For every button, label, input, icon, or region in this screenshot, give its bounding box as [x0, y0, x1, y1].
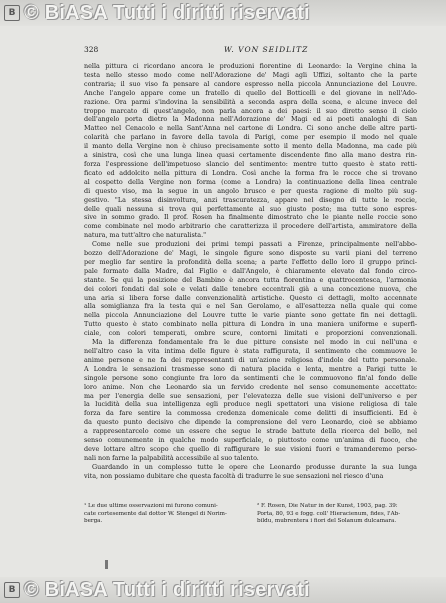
text-line: nali non farne la palpabilità accessibile al suo talento.: [84, 453, 259, 462]
text-line: vita, non possiamo dubitare che questa facoltà di tradurre le sue sensazioni nel riesco d'una: [84, 471, 384, 480]
text-line: loro anime. Non che Leonardo sia un fervido credente nel senso comunemente accettato:: [84, 382, 417, 391]
text-line: deve lottare altro scopo che quello di raffigurare le sue visioni fuori e tramanderemo perso-: [84, 444, 417, 453]
footnote-line: berga.: [84, 518, 103, 525]
biasa-logo-icon: B: [4, 5, 20, 21]
footnote-right: [257, 503, 417, 526]
footnote-line: ² F. Rosen, Die Natur in der Kunst, 1903, pag. 39:: [257, 503, 398, 509]
text-line: senso comunemente in qualche modo superficiale, o piuttosto come un'anima di fuoco, che: [84, 436, 417, 445]
text-line: pale formato dalla Madre, dal Figlio e dall'Angelo, è chiaramente elevato dal fondo circo-: [84, 266, 417, 275]
body-text: [84, 62, 417, 481]
text-line: da questo punto decisivo che dipende la comprensione del vero Leonardo, cioè se abbiamo: [84, 418, 417, 427]
text-line: dei colori fondati dal sole e velati dalle tenebre eccentrali già a una concezione nuova, che: [84, 284, 417, 293]
text-line: Ma la differenza fondamentale fra le due pitture consiste nel modo in cui nell'una e: [92, 338, 417, 347]
text-line: delle quali nessuna si trova qui perfettamente al suo giusto posto; ma tutte sono espres-: [84, 204, 417, 213]
text-line: colarità che parlano in favore della tavola di Parigi, come per esempio il modo nel quale: [84, 133, 417, 142]
text-line: sive in sommo grado. Il prof. Rosen ha finalmente dimostrato che le piante nelle roccie sono: [84, 213, 417, 222]
footnote-line: ¹ Le due ultime osservazioni mi furono comuni-: [84, 503, 218, 509]
watermark-text-bottom: © BiASA Tutti i diritti riservati: [24, 578, 310, 601]
scan-mark: [105, 560, 108, 569]
text-line: ma per l'energia delle sue sensazioni, per l'elevatezza delle sue visioni dell'universo e per: [84, 391, 417, 400]
text-line: al cospetto della Vergine non forma (come a Londra) la continuazione della linea centrale: [84, 177, 417, 186]
text-line: stante. Se qui la posizione del Bambino è ancora tutta fiorentina e quattrocentesca, l'armonia: [84, 275, 417, 284]
text-line: nell'altro caso la vita intima delle figure è stata raffigurata, il sentimento che commuove le: [84, 347, 417, 355]
text-line: Guardando in un complesso tutte le opere che Leonardo produsse durante la sua lunga: [92, 462, 417, 471]
text-line: forza l'espressione dell'impetuoso slancio del sentimento: mentre tutto questo è stato retti-: [84, 159, 417, 168]
text-line: Tutto questo è stato combinato nella pittura di Londra in una maniera uniforme e superfi-: [84, 320, 417, 329]
text-line: contraria; il suo viso fa pensare al candore espresso nella piccola Annunciazione del Louvre.: [84, 79, 417, 88]
text-line: Matteo nel Cenacolo e nella Sant'Anna nel cartone di Londra. Ci sono anche delle altre parti-: [84, 124, 417, 133]
text-line: razione. Ora parmi s'indovina la sensibilità a seconda aspra della scena, e alcune invece del: [84, 97, 417, 106]
text-line: ciale, con colori temperati, ombre scure, contorni limitati e proporzioni convenzionali.: [84, 329, 417, 338]
watermark-text-top: © BiASA Tutti i diritti riservati: [24, 1, 310, 24]
text-line: anime persone e ne fa dei rappresentanti di un'azione religiosa d'indole del tutto personale.: [84, 355, 417, 364]
text-line: la lucidità della sua intelligenza egli produce negli spettatori una visione religiosa di tale: [84, 400, 417, 409]
footnote-line: Porta, 80, 93 e fogg. coll' Hieracienum, fides, l'Ab-: [257, 510, 401, 517]
text-line: il manto della Vergine non è chiuso precisamente sotto il mento della Madonna, ma cade più: [84, 142, 417, 151]
text-line: testa nello stesso modo come nell'Adorazione de' Magi agli Uffizi, soltanto che la parte: [84, 70, 417, 79]
text-line: bozzo dell'Adorazione de' Magi, le singole figure sono disposte su varii piani del terreno: [84, 249, 417, 258]
text-line: A Londra le sensazioni trasmesse sono di natura placida e lenta, mentre a Parigi tutte le: [84, 364, 417, 373]
text-line: Anche l'angelo appare come un fratello di quello del Botticelli e del giovane in nell'Ado-: [84, 88, 417, 97]
page-number: 328: [84, 45, 99, 54]
text-line: nella pittura ci ricordano ancora le produzioni fiorentine di Leonardo: la Vergine china la: [84, 62, 417, 70]
text-line: di questo viso, ma la segue in un angolo brusco e per questa ragione di molto più sug-: [84, 186, 417, 195]
text-line: a rappresentarcelo come un essere che segue le strade battute della ricerca del bello, nel: [84, 427, 417, 436]
page-header: [84, 45, 418, 54]
running-head: W. VON SEIDLITZ: [224, 45, 309, 54]
footnote-line: bildu, mubrentera i fiori del Solanum dulcamara.: [257, 518, 397, 525]
footnote-line: cate cortesemente dal dottor W. Stengel di Norim-: [84, 510, 227, 517]
text-line: singole persone sono congiunte fra loro da sentimenti che le commuovono fin'al fondo delle: [84, 373, 417, 382]
text-line: alla somiglianza fra la testa qui e nel San Gerolamo, e all'esattezza nella quale qui come: [84, 302, 417, 311]
footnote-left: [84, 503, 244, 526]
text-line: forza da fare sentire la commossa credenza domenicale come delitti di insufficienti. Ed è: [84, 409, 417, 418]
footnotes: [84, 503, 417, 526]
biasa-logo-icon: B: [4, 582, 20, 598]
text-line: gestivo. "La stessa disinvoltura, anzi trascuratezza, appare nel disegno di tutte le roccie,: [84, 195, 417, 204]
text-line: Come nelle sue produzioni dei primi tempi passati a Firenze, principalmente nell'abbo-: [92, 240, 417, 249]
text-line: una aria si libera forse dalle convenzionalità artistiche. Questo ci dettagli, molto accennate: [84, 293, 417, 302]
text-line: a sinistra, così che una lunga linea quasi certamente discendente fino alla mano destra rin-: [84, 151, 417, 160]
text-line: troppo marcato di quest'angelo, non parla ancora a dei paesi: il suo diretto senso il cielo: [84, 106, 417, 115]
text-line: nella piccola Annunciazione del Louvre tutte le varie piante sono gettate fin nei dettagli.: [84, 311, 417, 320]
text-line: dell'angelo porta dietro la Madonna nell'Adorazione de' Magi ed ai poeti analoghi di San: [84, 115, 417, 124]
text-line: natura, ma tutt'altro che naturalista.": [84, 231, 207, 240]
watermark-banner-bottom: [0, 577, 446, 603]
text-line: come combinate nel modo arbitrario che caratterizza il procedere dell'artista, ammiratore della: [84, 222, 417, 231]
text-line: per meglio far sentire la profondità della scena; a parte l'effetto dello loro il gruppo princi-: [84, 257, 417, 266]
text-line: ficato ed addolcito nella pittura di Londra. Così anche la forma fra le rocce che si trovano: [84, 168, 417, 177]
watermark-banner-top: [0, 0, 446, 26]
